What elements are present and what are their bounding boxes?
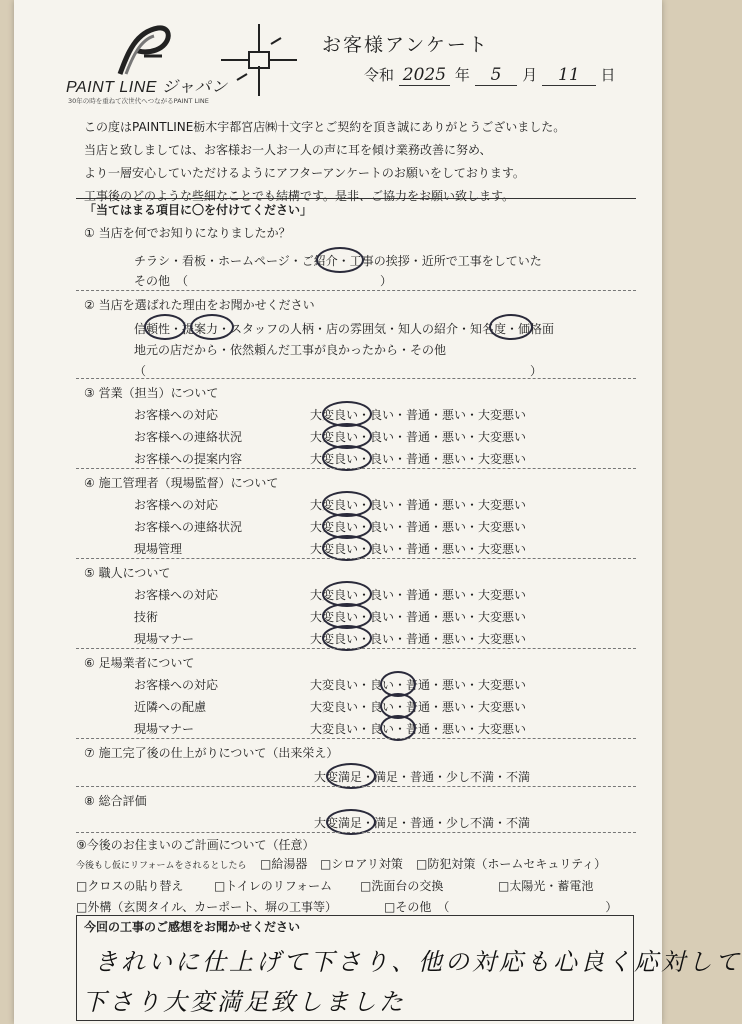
comment-handwriting: 下さり大変満足致しました [82, 988, 406, 1016]
q6-rating: 大変良い・良い・普通・悪い・大変悪い [310, 678, 527, 692]
q3-item: お客様への対応 [134, 408, 219, 422]
q9-option: □洗面台の交換 [360, 879, 444, 893]
survey-sheet [14, 0, 742, 1024]
q6-item: 現場マナー [134, 722, 195, 736]
q3-item: お客様への連絡状況 [134, 430, 243, 444]
answer-circle [190, 314, 234, 340]
date-era: 令和 [364, 66, 395, 84]
logo-subtitle: 30年の時を重ねて次世代へつながるPAINT LINE [68, 97, 209, 105]
q9-title: ⑨今後のお住まいのご計画について（任意） [76, 838, 315, 852]
date-day: 11 [542, 65, 596, 86]
q3-item: お客様への提案内容 [134, 452, 243, 466]
q7-title: ⑦ 施工完了後の仕上がりについて（出来栄え） [84, 746, 339, 760]
answer-circle [489, 314, 533, 340]
comment-title: 今回の工事のご感想をお聞かせください [84, 920, 301, 934]
q2-options: 信頼性・提案力・スタッフの人柄・店の雰囲気・知人の紹介・知名度・価格面 [134, 322, 555, 336]
date-year: 2025 [399, 65, 450, 86]
intro-text [84, 116, 565, 208]
q5-rating: 大変良い・良い・普通・悪い・大変悪い [310, 588, 527, 602]
q3-rating: 大変良い・良い・普通・悪い・大変悪い [310, 408, 527, 422]
q2-title: ② 当店を選ばれた理由をお聞かせください [84, 298, 315, 312]
q5-item: お客様への対応 [134, 588, 219, 602]
q7-rating: 大変満足・満足・普通・少し不満・不満 [314, 770, 531, 784]
date-day-unit: 日 [600, 66, 616, 84]
q6-item: お客様への対応 [134, 678, 219, 692]
logo-text: PAINT LINE ジャパン [66, 79, 228, 96]
q6-rating: 大変良い・良い・普通・悪い・大変悪い [310, 722, 527, 736]
answer-circle [144, 314, 186, 340]
q9-option: □その他 （ ） [384, 900, 618, 914]
q9-option: □給湯器 [260, 857, 308, 871]
intro-line: より一層安心していただけるようにアフターアンケートのお願いをしております。 [84, 166, 525, 180]
section-divider [76, 786, 636, 787]
q2-options-2: 地元の店だから・依然頼んだ工事が良かったから・その他 [134, 343, 447, 357]
section-divider [76, 290, 636, 291]
q6-item: 近隣への配慮 [134, 700, 207, 714]
answer-circle [316, 247, 364, 273]
decorative-cross-icon [219, 22, 299, 98]
q2-other: （ ） [134, 364, 543, 378]
q9-lead: 今後もし仮にリフォームをされるとしたら [76, 861, 247, 871]
section-divider [76, 832, 636, 833]
q4-rating: 大変良い・良い・普通・悪い・大変悪い [310, 542, 527, 556]
q8-rating: 大変満足・満足・普通・少し不満・不満 [314, 816, 531, 830]
q5-title: ⑤ 職人について [84, 566, 171, 580]
q4-title: ④ 施工管理者（現場監督）について [84, 476, 279, 490]
q5-rating: 大変良い・良い・普通・悪い・大変悪い [310, 610, 527, 624]
q1-other: その他 （ ） [134, 274, 393, 288]
section-divider [76, 648, 636, 649]
intro-line: 工事後のどのような些細なことでも結構です。是非、ご協力をお願い致します。 [84, 189, 515, 203]
q4-rating: 大変良い・良い・普通・悪い・大変悪い [310, 498, 527, 512]
q9-option: □防犯対策（ホームセキュリティ） [416, 857, 607, 871]
q4-item: お客様への対応 [134, 498, 219, 512]
q3-rating: 大変良い・良い・普通・悪い・大変悪い [310, 452, 527, 466]
q9-option: □クロスの貼り替え [76, 879, 184, 893]
section-divider [76, 738, 636, 739]
q5-item: 技術 [134, 610, 159, 624]
q3-rating: 大変良い・良い・普通・悪い・大変悪い [310, 430, 527, 444]
comment-handwriting: きれいに仕上げて下さり、他の対応も心良く応対して [94, 948, 742, 976]
instruction-text: 「当てはまる項目に〇を付けてください」 [84, 203, 313, 217]
date-year-unit: 年 [454, 66, 470, 84]
date-month-unit: 月 [522, 66, 538, 84]
date-month: 5 [475, 65, 518, 86]
q1-options: チラシ・看板・ホームページ・ご紹介・工事の挨拶・近所で工事をしていた [134, 254, 542, 268]
q4-item: お客様への連絡状況 [134, 520, 243, 534]
intro-line: この度はPAINTLINE栃木宇都宮店㈱十文字とご契約を頂き誠にありがとうございました。 [84, 120, 566, 134]
page-title: お客様アンケート [322, 34, 489, 56]
survey-date [364, 64, 615, 86]
q9-option: □シロアリ対策 [320, 857, 403, 871]
q3-title: ③ 営業（担当）について [84, 386, 219, 400]
paint-line-logo-icon [114, 22, 174, 78]
q5-item: 現場マナー [134, 632, 195, 646]
section-divider [76, 558, 636, 559]
section-divider [76, 468, 636, 469]
section-divider [76, 378, 636, 379]
q1-title: ① 当店を何でお知りになりましたか？ [84, 226, 291, 240]
q4-rating: 大変良い・良い・普通・悪い・大変悪い [310, 520, 527, 534]
section-divider [76, 198, 636, 199]
intro-line: 当店と致しましては、お客様お一人お一人の声に耳を傾け業務改善に努め、 [84, 143, 492, 157]
q9-option: □太陽光・蓄電池 [498, 879, 594, 893]
q4-item: 現場管理 [134, 542, 183, 556]
q8-title: ⑧ 総合評価 [84, 794, 147, 808]
q9-option: □外構（玄関タイル、カーポート、塀の工事等） [76, 900, 338, 914]
q5-rating: 大変良い・良い・普通・悪い・大変悪い [310, 632, 527, 646]
q9-option: □トイレのリフォーム [214, 879, 333, 893]
q6-rating: 大変良い・良い・普通・悪い・大変悪い [310, 700, 527, 714]
q6-title: ⑥ 足場業者について [84, 656, 195, 670]
